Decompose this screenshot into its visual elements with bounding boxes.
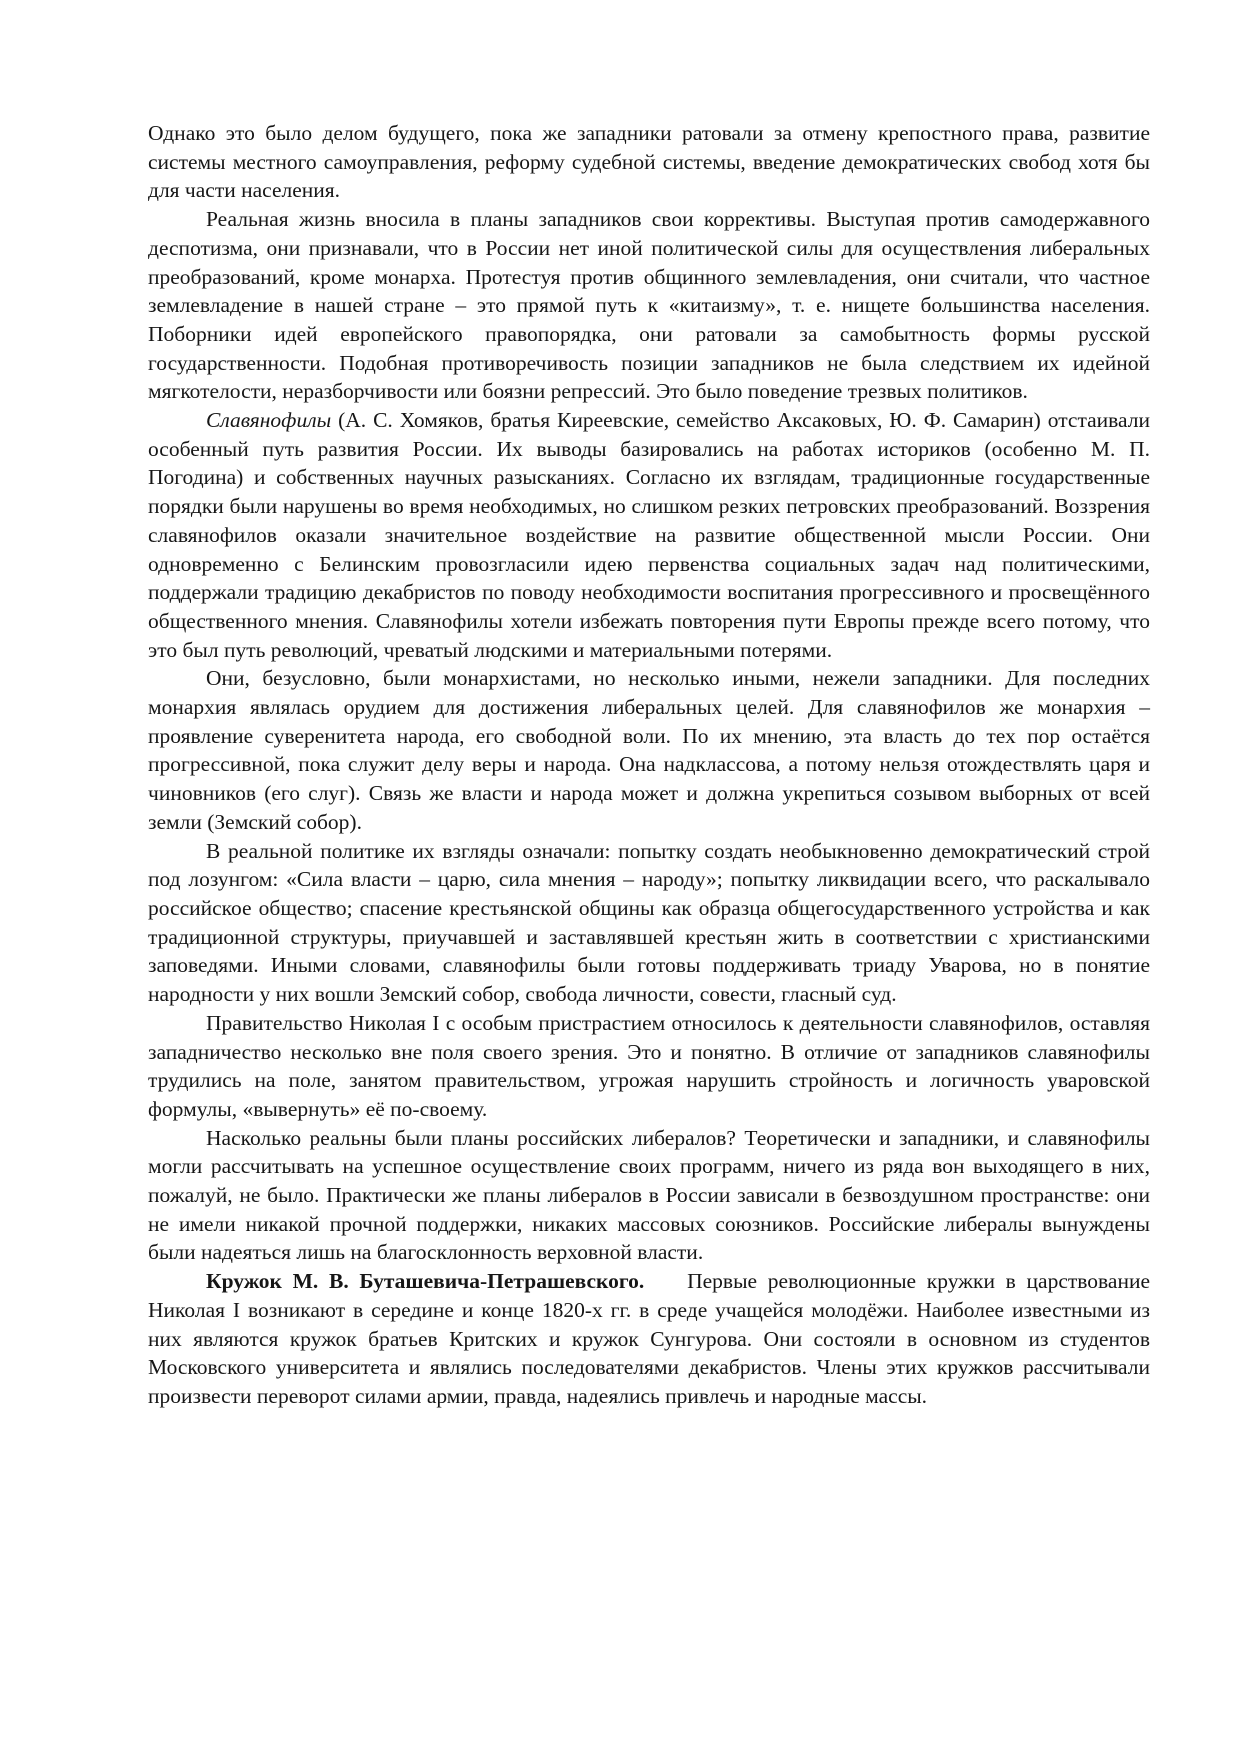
section-heading: Кружок М. В. Буташевича-Петрашевского. (206, 1269, 645, 1294)
document-page (148, 119, 1156, 1411)
paragraph-5: В реальной политике их взгляды означали: попытку создать необыкновенно демократический строй под лозунгом: «Сила власти – царю, сила мнения – народу»; попытку ликвидации всего, что раскалывало российское общество; спасение крестьянской общины как образца общегосударственного устройства и как традиционной структуры, приучавшей и заставлявшей крестьян жить в соответствии с христианскими заповедями. Иными словами, славянофилы были готовы поддерживать триаду Уварова, но в понятие народности у них вошли Земский собор, свобода личности, совести, гласный суд. (148, 838, 1150, 1007)
paragraph-3-text: (А. С. Хомяков, братья Киреевские, семейство Аксаковых, Ю. Ф. Самарин) отстаивали особенный путь развития России. Их выводы базировались на работах историков (особенно М. П. Погодина) и собственных научных разысканиях. Согласно их взглядам, традиционные государственные порядки были нарушены во время необходимых, но слишком резких петровских преобразований. Воззрения славянофилов оказали значительное воздействие на развитие общественной мысли России. Они одновременно с Белинским провозгласили идею первенства социальных задач над политическими, поддержали традицию декабристов по поводу необходимости воспитания прогрессивного и просвещённого общественного мнения. Славянофилы хотели избежать повторения пути Европы прежде всего потому, что это был путь революций, чреватый людскими и материальными потерями. (148, 408, 1150, 662)
paragraph-8-text: Первые революционные кружки в царствование Николая I возникают в середине и конце 1820-х гг. в среде учащейся молодёжи. Наиболее известными из них являются кружок братьев Критских и кружок Сунгурова. Они состояли в основном из студентов Московского университета и являлись последователями декабристов. Члены этих кружков рассчитывали произвести переворот силами армии, правда, надеялись привлечь и народные массы. (148, 1269, 1156, 1408)
paragraph-6: Правительство Николая I с особым пристрастием относилось к деятельности славянофилов, оставляя западничество несколько вне поля своего зрения. Это и понятно. В отличие от западников славянофилы трудились на поле, занятом правительством, угрожая нарушить стройность и логичность уваровской формулы, «вывернуть» её по-своему. (148, 1010, 1150, 1121)
paragraph-7: Насколько реальны были планы российских либералов? Теоретически и западники, и славянофилы могли рассчитывать на успешное осуществление своих программ, ничего из ряда вон выходящего в них, пожалуй, не было. Практически же планы либералов в России зависали в безвоздушном пространстве: они не имели никакой прочной поддержки, никаких массовых союзников. Российские либералы вынуждены были надеяться лишь на благосклонность верховной власти. (148, 1125, 1150, 1265)
paragraph-8 (148, 1267, 1156, 1411)
paragraph-2: Реальная жизнь вносила в планы западников свои коррективы. Выступая против самодержавного деспотизма, они признавали, что в России нет иной политической силы для осуществления либеральных преобразований, кроме монарха. Протестуя против общинного землевладения, они считали, что частное землевладение в нашей стране – это прямой путь к «китаизму», т. е. нищете большинства населения. Поборники идей европейского правопорядка, они ратовали за самобытность формы русской государственности. Подобная противоречивость позиции западников не была следствием их идейной мягкотелости, неразборчивости или боязни репрессий. Это было поведение трезвых политиков. (148, 207, 1150, 404)
slavophiles-term: Славянофилы (206, 408, 332, 433)
paragraph-1: Однако это было делом будущего, пока же западники ратовали за отмену крепостного права, развитие системы местного самоуправления, реформу судебной системы, введение демократических свобод хотя бы для части населения. (148, 121, 1150, 203)
paragraph-4: Они, безусловно, были монархистами, но несколько иными, нежели западники. Для последних монархия являлась орудием для достижения либеральных целей. Для славянофилов же монархия – проявление суверенитета народа, его свободной воли. По их мнению, эта власть до тех пор остаётся прогрессивной, пока служит делу веры и народа. Она надклассова, а потому нельзя отождествлять царя и чиновников (его слуг). Связь же власти и народа может и должна укрепиться созывом выборных от всей земли (Земский собор). (148, 666, 1150, 834)
paragraph-3 (148, 406, 1150, 664)
